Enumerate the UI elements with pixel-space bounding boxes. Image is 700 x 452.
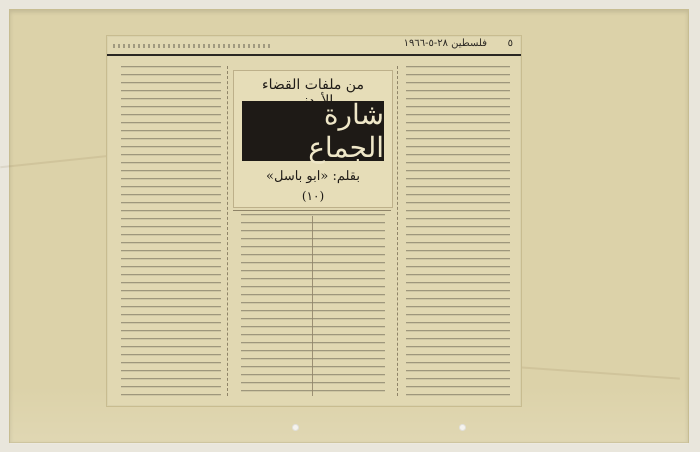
text-column-left (113, 66, 228, 396)
body-text-lines (406, 66, 510, 396)
byline: بقلم: «ابو باسل» (266, 169, 360, 184)
section-divider (233, 210, 391, 211)
text-column-right (397, 66, 516, 396)
punch-hole (292, 424, 299, 431)
headline-banner (242, 98, 384, 164)
masthead (107, 36, 521, 56)
body-text-lines (121, 66, 221, 396)
masthead-rule (113, 44, 273, 48)
body-text-lines (241, 214, 385, 396)
episode-number: (١٠) (301, 189, 325, 203)
supertitle: من ملفات القضاء (262, 77, 364, 93)
headline-box (233, 70, 393, 208)
column-divider (312, 216, 313, 396)
punch-hole (459, 424, 466, 431)
page-number: ٥ (507, 38, 513, 49)
headline: شارة الجماع (308, 98, 384, 164)
masthead-date: فلسطين ٢٨-٥-١٩٦٦ (403, 38, 487, 49)
newspaper-clipping (106, 35, 522, 407)
